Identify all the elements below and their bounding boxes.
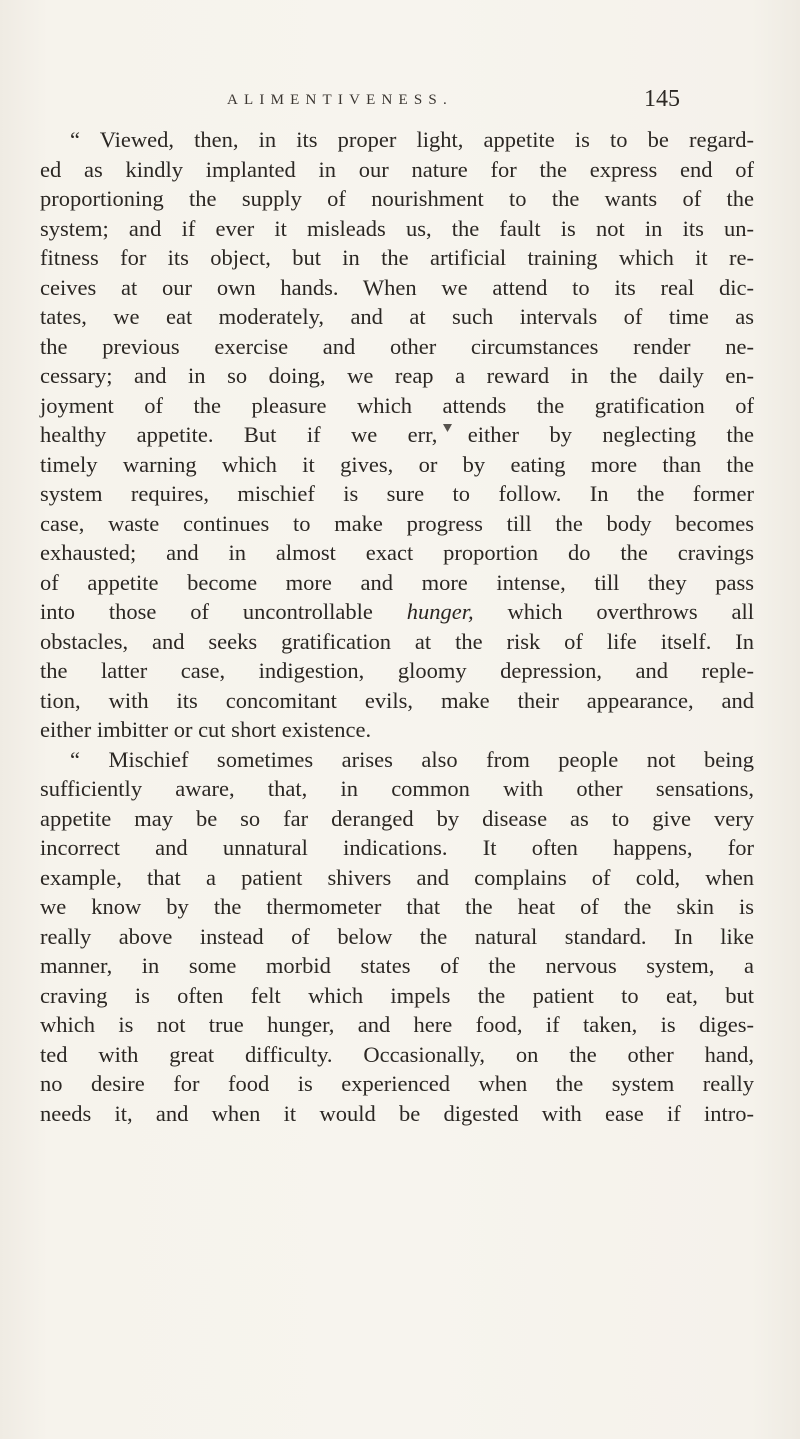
text-line: system; and if ever it misleads us, the fault is not in its un-	[40, 215, 754, 241]
running-title: ALIMENTIVENESS.	[227, 92, 453, 108]
text-line: “ Viewed, then, in its proper light, appetite is to be regard-	[70, 127, 754, 152]
text-line: example, that a patient shivers and complains of cold, when	[40, 864, 754, 890]
text-line-hunger	[40, 597, 754, 627]
paragraph-mischief	[40, 745, 754, 1129]
text-line: either imbitter or cut short existence.	[40, 717, 372, 742]
text-line: we know by the thermometer that the heat of the skin is	[40, 894, 754, 919]
italic-hunger: hunger,	[406, 599, 474, 624]
text-line: really above instead of below the natural standard. In like	[40, 923, 754, 949]
text-line: system requires, mischief is sure to follow. In the former	[40, 481, 754, 506]
text-line: of appetite become more and more intense, till they pass	[40, 569, 754, 595]
text-line: the latter case, indigestion, gloomy depression, and reple-	[40, 658, 754, 683]
text-line: which is not true hunger, and here food, if taken, is diges-	[40, 1012, 754, 1037]
text-line: “ Mischief sometimes arises also from people not being	[70, 746, 754, 772]
text-line: ceives at our own hands. When we attend to its real dic-	[40, 274, 754, 300]
page-number: 145	[644, 86, 680, 112]
text-line: case, waste continues to make progress till the body becomes	[40, 510, 754, 536]
text-fragment: into those of uncontrollable	[40, 599, 407, 624]
text-line: no desire for food is experienced when the system really	[40, 1071, 754, 1096]
text-line: proportioning the supply of nourishment to the wants of the	[40, 186, 754, 211]
text-line: healthy appetite. But if we err, either by neglecting the	[40, 422, 754, 447]
text-line: ted with great difficulty. Occasionally, on the other hand,	[40, 1041, 754, 1067]
text-fragment: which overthrows all	[473, 599, 754, 624]
text-line: exhausted; and in almost exact proportion do the cravings	[40, 540, 754, 565]
body-text	[40, 125, 754, 1128]
text-line: ed as kindly implanted in our nature for the express end of	[40, 156, 754, 182]
text-line: tion, with its concomitant evils, make their appearance, and	[40, 687, 754, 713]
text-line: manner, in some morbid states of the nervous system, a	[40, 953, 754, 978]
text-line: the previous exercise and other circumstances render ne-	[40, 333, 754, 359]
text-line: cessary; and in so doing, we reap a reward in the daily en-	[40, 363, 754, 388]
text-line: needs it, and when it would be digested with ease if intro-	[40, 1100, 754, 1126]
running-head	[227, 86, 687, 120]
text-line: appetite may be so far deranged by disease as to give very	[40, 805, 754, 831]
text-line: joyment of the pleasure which attends the gratification of	[40, 392, 754, 418]
text-line: fitness for its object, but in the artificial training which it re-	[40, 245, 754, 270]
text-line: tates, we eat moderately, and at such intervals of time as	[40, 304, 754, 329]
text-line: craving is often felt which impels the patient to eat, but	[40, 982, 754, 1008]
paragraph-appetite	[40, 125, 754, 745]
text-line: timely warning which it gives, or by eating more than the	[40, 451, 754, 477]
text-line: sufficiently aware, that, in common with other sensations,	[40, 776, 754, 801]
text-line: incorrect and unnatural indications. It often happens, for	[40, 835, 754, 860]
text-line: obstacles, and seeks gratification at the risk of life itself. In	[40, 628, 754, 654]
